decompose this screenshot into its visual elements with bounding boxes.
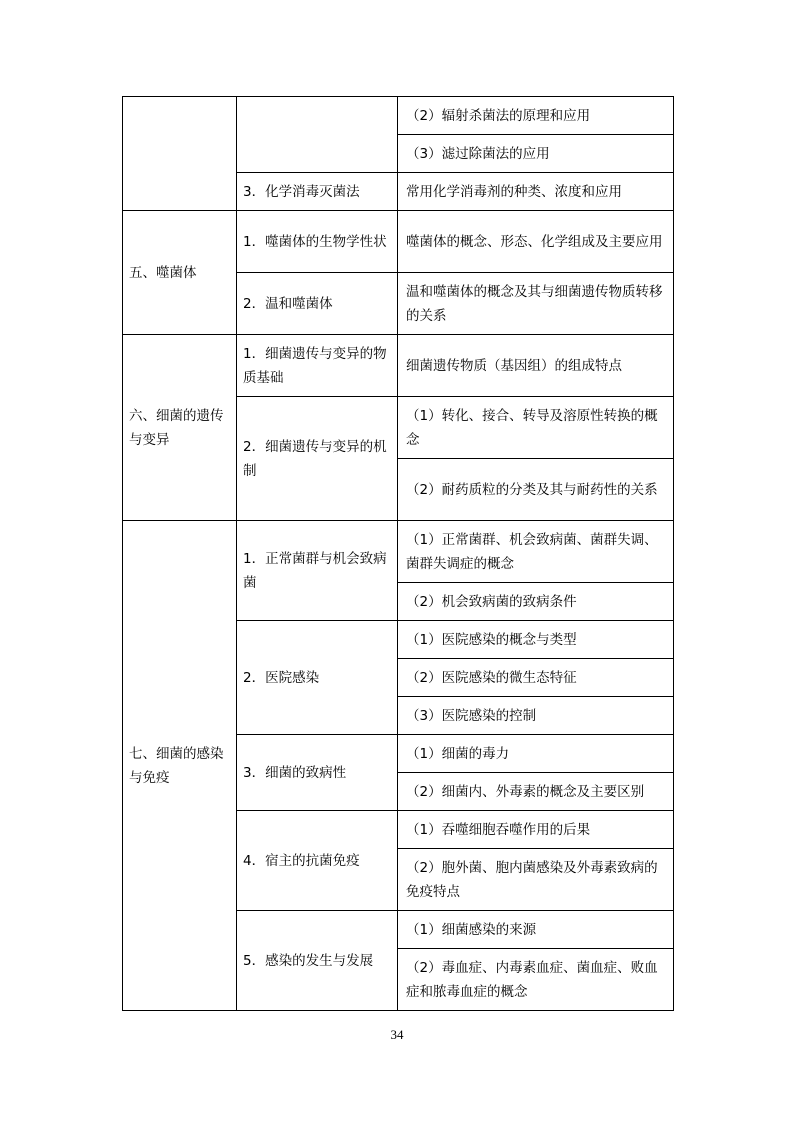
content-cell: （1）细菌感染的来源 — [398, 911, 674, 949]
content-cell: （2）胞外菌、胞内菌感染及外毒素致病的免疫特点 — [398, 849, 674, 911]
syllabus-table — [122, 96, 674, 1011]
topic-cell: 2．温和噬菌体 — [237, 273, 398, 335]
table-row — [123, 97, 674, 135]
content-cell: 常用化学消毒剂的种类、浓度和应用 — [398, 173, 674, 211]
topic-cell: 2．细菌遗传与变异的机制 — [237, 397, 398, 521]
topic-cell: 3．化学消毒灭菌法 — [237, 173, 398, 211]
table-row — [123, 521, 674, 583]
unit-cell: 七、细菌的感染与免疫 — [123, 521, 237, 1011]
content-cell: （1）吞噬细胞吞噬作用的后果 — [398, 811, 674, 849]
topic-cell: 3．细菌的致病性 — [237, 735, 398, 811]
unit-cell — [123, 97, 237, 211]
content-cell: （2）细菌内、外毒素的概念及主要区别 — [398, 773, 674, 811]
content-cell: 温和噬菌体的概念及其与细菌遗传物质转移的关系 — [398, 273, 674, 335]
topic-cell: 1．正常菌群与机会致病菌 — [237, 521, 398, 621]
topic-cell: 2．医院感染 — [237, 621, 398, 735]
topic-cell: 1．细菌遗传与变异的物质基础 — [237, 335, 398, 397]
content-cell: （2）机会致病菌的致病条件 — [398, 583, 674, 621]
table-row — [123, 335, 674, 397]
topic-cell: 1．噬菌体的生物学性状 — [237, 211, 398, 273]
content-cell: （3）滤过除菌法的应用 — [398, 135, 674, 173]
content-cell: （2）医院感染的微生态特征 — [398, 659, 674, 697]
topic-cell: 5．感染的发生与发展 — [237, 911, 398, 1011]
content-cell: 细菌遗传物质（基因组）的组成特点 — [398, 335, 674, 397]
content-cell: （2）辐射杀菌法的原理和应用 — [398, 97, 674, 135]
topic-cell: 4．宿主的抗菌免疫 — [237, 811, 398, 911]
page-number: 34 — [390, 1027, 404, 1042]
content-cell: （1）细菌的毒力 — [398, 735, 674, 773]
content-cell: （1）医院感染的概念与类型 — [398, 621, 674, 659]
content-cell: （2）毒血症、内毒素血症、菌血症、败血症和脓毒血症的概念 — [398, 949, 674, 1011]
unit-cell: 五、噬菌体 — [123, 211, 237, 335]
topic-cell — [237, 97, 398, 173]
content-cell: （2）耐药质粒的分类及其与耐药性的关系 — [398, 459, 674, 521]
content-cell: （3）医院感染的控制 — [398, 697, 674, 735]
table-row — [123, 211, 674, 273]
content-cell: （1）正常菌群、机会致病菌、菌群失调、菌群失调症的概念 — [398, 521, 674, 583]
content-cell: 噬菌体的概念、形态、化学组成及主要应用 — [398, 211, 674, 273]
unit-cell: 六、细菌的遗传与变异 — [123, 335, 237, 521]
content-cell: （1）转化、接合、转导及溶原性转换的概念 — [398, 397, 674, 459]
